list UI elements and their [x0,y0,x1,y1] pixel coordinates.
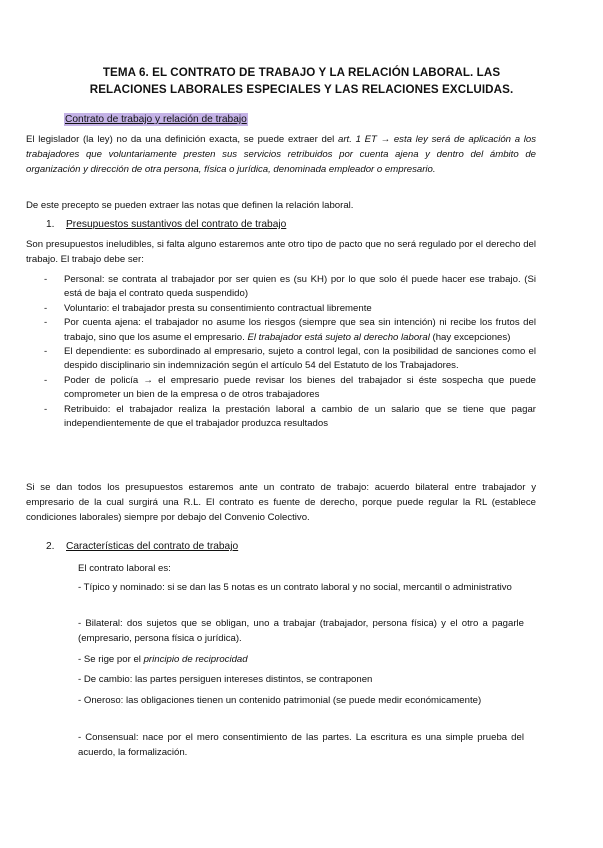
list-item [26,302,536,316]
list-item [26,273,536,302]
char-tipico: - Típico y nominado: si se dan las 5 notas es un contrato laboral y no social, mercantil o administrativo [78,582,512,593]
contract-paragraph: Si se dan todos los presupuestos estaremos ante un contrato de trabajo: acuerdo bilateral entre trabajador y empresario de la cual surgirá una R.L. El contrato es fuente de derecho, porque puede regular la RL (establece condiciones laborales) siempre por debajo del Convenio Colectivo. [26,482,536,523]
precept-paragraph: De este precepto se pueden extraer las notas que definen la relación laboral. [26,200,354,211]
intro-paragraph [26,132,536,177]
bullet-dash: - [44,274,48,285]
list-item [26,374,536,403]
bullet-dash: - [44,346,48,358]
presupuestos-paragraph: Son presupuestos ineludibles, si falta alguno estaremos ante otro tipo de pacto que no será regulado por el derecho del trabajo. El trabajo debe ser: [26,239,536,265]
list-item [26,316,536,345]
char-consensual: - Consensual: nace por el mero consentimiento de las partes. La escritura es una simple prueba del acuerdo, la formalización. [78,732,524,758]
section-heading-highlighted: Contrato de trabajo y relación de trabajo [65,114,247,125]
list-item-text: Personal: se contrata al trabajador por ser quien es (su KH) por lo que solo él puede hacer ese trabajo. (Si está de baja el contrato queda suspendido) [64,274,536,300]
characteristics-intro: El contrato laboral es: [78,563,171,574]
title-line-1: TEMA 6. EL CONTRATO DE TRABAJO Y LA RELACIÓN LABORAL. LAS [102,66,501,79]
heading-number: 1. [46,219,55,230]
list-item [26,403,536,432]
heading-number: 2. [46,541,55,552]
list-item-text: Retribuido: el trabajador realiza la prestación laboral a cambio de un salario que se tiene que pagar independientemente de que el trabajador produzca resultados [64,403,536,430]
document-title [24,64,579,98]
char-italic: principio de reciprocidad [143,654,248,665]
char-reciprocidad [78,652,524,667]
list-item-text: Por cuenta ajena: el trabajador no asume los riesgos (siempre que sea sin intención) ni recibe los frutos del trabajo, sino que los asume el empresario. [64,317,536,343]
bullet-dash: - [44,374,48,386]
bullet-dash: - [44,302,48,314]
title-line-2: RELACIONES LABORALES ESPECIALES Y LAS RELACIONES EXCLUIDAS. [89,83,514,96]
list-item-text: El dependiente: es subordinado al empresario, sujeto a control legal, con la posibilidad de sanciones como el despido disciplinario sin indemnización según el artículo 54 del Estatuto de los Trabajadores. [64,346,536,372]
list-item-italic: El trabajador está sujeto al derecho laboral [247,331,430,343]
list-item-text-end: (hay excepciones) [432,331,511,343]
intro-italic: art. 1 ET → esta ley será de aplicación a los trabajadores que voluntariamente presten sus servicios retribuidos por cuenta ajena y dentro del ámbito de organización y dirección de otra persona, física o jurídica, denominada empleador o empresario. [26,134,537,175]
char-oneroso: - Oneroso: las obligaciones tienen un contenido patrimonial (se puede medir económicamente) [78,695,482,706]
presupuestos-list [26,273,536,431]
char-text: - Se rige por el [78,654,141,665]
heading-text: Características del contrato de trabajo [66,541,239,552]
heading-text: Presupuestos sustantivos del contrato de trabajo [66,219,287,230]
list-item-text: Poder de policía → el empresario puede revisar los bienes del trabajador si éste sospecha que puede comprometer un bien de la empresa o de otros trabajadores [64,374,536,401]
bullet-dash: - [44,403,48,415]
char-bilateral: - Bilateral: dos sujetos que se obligan, uno a trabajar (trabajador, persona física) y el otro a pagarle (empresario, persona física o jurídica). [78,618,524,644]
bullet-dash: - [44,317,48,329]
list-item [26,345,536,374]
intro-text: El legislador (la ley) no da una definición exacta, se puede extraer del [26,134,335,145]
char-cambio: - De cambio: las partes persiguen intereses distintos, se contraponen [78,674,373,685]
list-item-text: Voluntario: el trabajador presta su consentimiento contractual libremente [64,302,372,314]
